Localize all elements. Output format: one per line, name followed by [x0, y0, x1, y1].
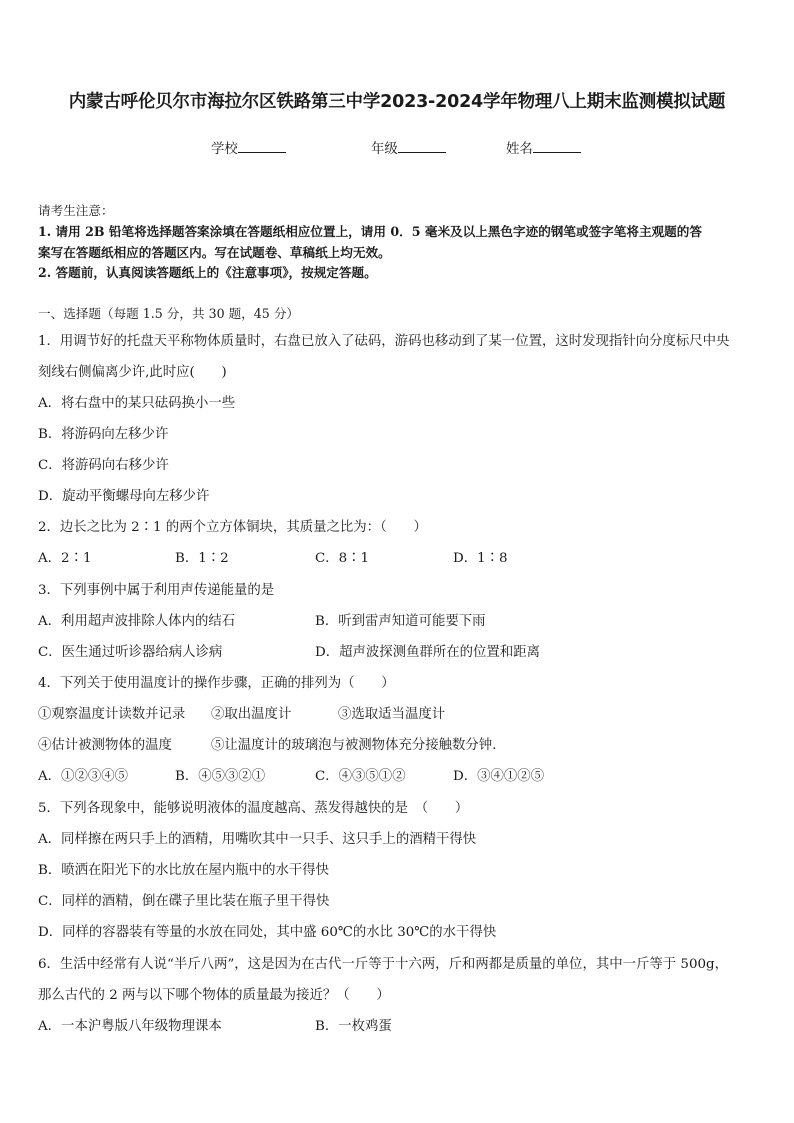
q1-option-c: C．将游码向右移少许: [38, 458, 169, 473]
q2-option-c: C．8∶1: [315, 551, 370, 566]
q5-option-b: B．喷洒在阳光下的水比放在屋内瓶中的水干得快: [38, 863, 330, 878]
q5-option-a: A．同样擦在两只手上的酒精，用嘴吹其中一只手、这只手上的酒精干得快: [38, 832, 477, 847]
grade-field: [371, 140, 446, 159]
q6-stem-line-2: 那么古代的 2 两与以下哪个物体的质量最为接近？（ ）: [38, 988, 390, 1003]
notice-item-2: 2. 答题前，认真阅读答题纸上的《注意事项》，按规定答题。: [38, 265, 377, 280]
q3-option-c: C．医生通过听诊器给病人诊病: [38, 645, 223, 660]
q4-stem: 4．下列关于使用温度计的操作步骤，正确的排列为（ ）: [38, 676, 395, 691]
grade-label: 年级: [371, 142, 398, 157]
q4-option-b: B．④⑤③②①: [175, 769, 266, 784]
school-field: [211, 140, 286, 159]
q4-step-4: ④估计被测物体的温度: [38, 738, 172, 753]
page-title: 内蒙古呼伦贝尔市海拉尔区铁路第三中学2023-2024学年物理八上期末监测模拟试题: [68, 92, 726, 112]
school-blank[interactable]: [238, 140, 286, 153]
name-field: [506, 140, 581, 159]
q6-option-b: B．一枚鸡蛋: [315, 1019, 392, 1034]
notice-item-1-line-1: 1. 请用 2B 铅笔将选择题答案涂填在答题纸相应位置上，请用 0．5 毫米及以上黑色字迹的钢笔或签字笔将主观题的答: [38, 224, 702, 239]
q1-option-d: D．旋动平衡螺母向左移少许: [38, 489, 210, 504]
q3-option-a: A．利用超声波排除人体内的结石: [38, 614, 236, 629]
q3-option-b: B．听到雷声知道可能要下雨: [315, 614, 486, 629]
q2-option-b: B．1∶2: [175, 551, 229, 566]
q1-stem-line-1: 1．用调节好的托盘天平称物体质量时，右盘已放入了砝码，游码也移动到了某一位置，这时发现指针向分度标尺中央: [38, 334, 730, 349]
q4-step-5: ⑤让温度计的玻璃泡与被测物体充分接触数分钟．: [211, 738, 506, 753]
q6-option-a: A．一本沪粤版八年级物理课本: [38, 1019, 222, 1034]
q2-option-a: A．2∶1: [38, 551, 92, 566]
grade-blank[interactable]: [398, 140, 446, 153]
name-label: 姓名: [506, 142, 533, 157]
q5-stem: 5．下列各现象中，能够说明液体的温度越高、蒸发得越快的是 （ ）: [38, 801, 469, 816]
q1-option-b: B．将游码向左移少许: [38, 427, 169, 442]
q4-step-3: ③选取适当温度计: [338, 707, 446, 722]
q1-option-a: A．将右盘中的某只砝码换小一些: [38, 396, 236, 411]
q3-option-d: D．超声波探测鱼群所在的位置和距离: [315, 645, 540, 660]
q5-option-c: C．同样的酒精，倒在碟子里比装在瓶子里干得快: [38, 894, 330, 909]
q4-step-1: ①观察温度计读数并记录: [38, 707, 186, 722]
q4-option-c: C．④③⑤①②: [315, 769, 406, 784]
section-heading: 一、选择题（每题 1.5 分，共 30 题，45 分）: [38, 306, 300, 321]
notice-heading: 请考生注意：: [38, 203, 114, 218]
q3-stem: 3．下列事例中属于利用声传递能量的是: [38, 583, 275, 598]
notice-item-1-line-2: 案写在答题纸相应的答题区内。写在试题卷、草稿纸上均无效。: [38, 245, 391, 260]
q6-stem-line-1: 6．生活中经常有人说“半斤八两”，这是因为在古代一斤等于十六两，斤和两都是质量的单位，其中一斤等于 500g，: [38, 957, 728, 972]
q4-step-2: ②取出温度计: [211, 707, 292, 722]
q1-stem-line-2: 刻线右侧偏离少许,此时应( ): [38, 365, 227, 380]
q5-option-d: D．同样的容器装有等量的水放在同处，其中盛 60℃的水比 30℃的水干得快: [38, 925, 497, 940]
q4-option-d: D．③④①②⑤: [453, 769, 545, 784]
q2-stem: 2．边长之比为 2∶1 的两个立方体铜块，其质量之比为：（ ）: [38, 520, 427, 535]
name-blank[interactable]: [533, 140, 581, 153]
q4-option-a: A．①②③④⑤: [38, 769, 129, 784]
q2-option-d: D．1∶8: [453, 551, 508, 566]
school-label: 学校: [211, 142, 238, 157]
